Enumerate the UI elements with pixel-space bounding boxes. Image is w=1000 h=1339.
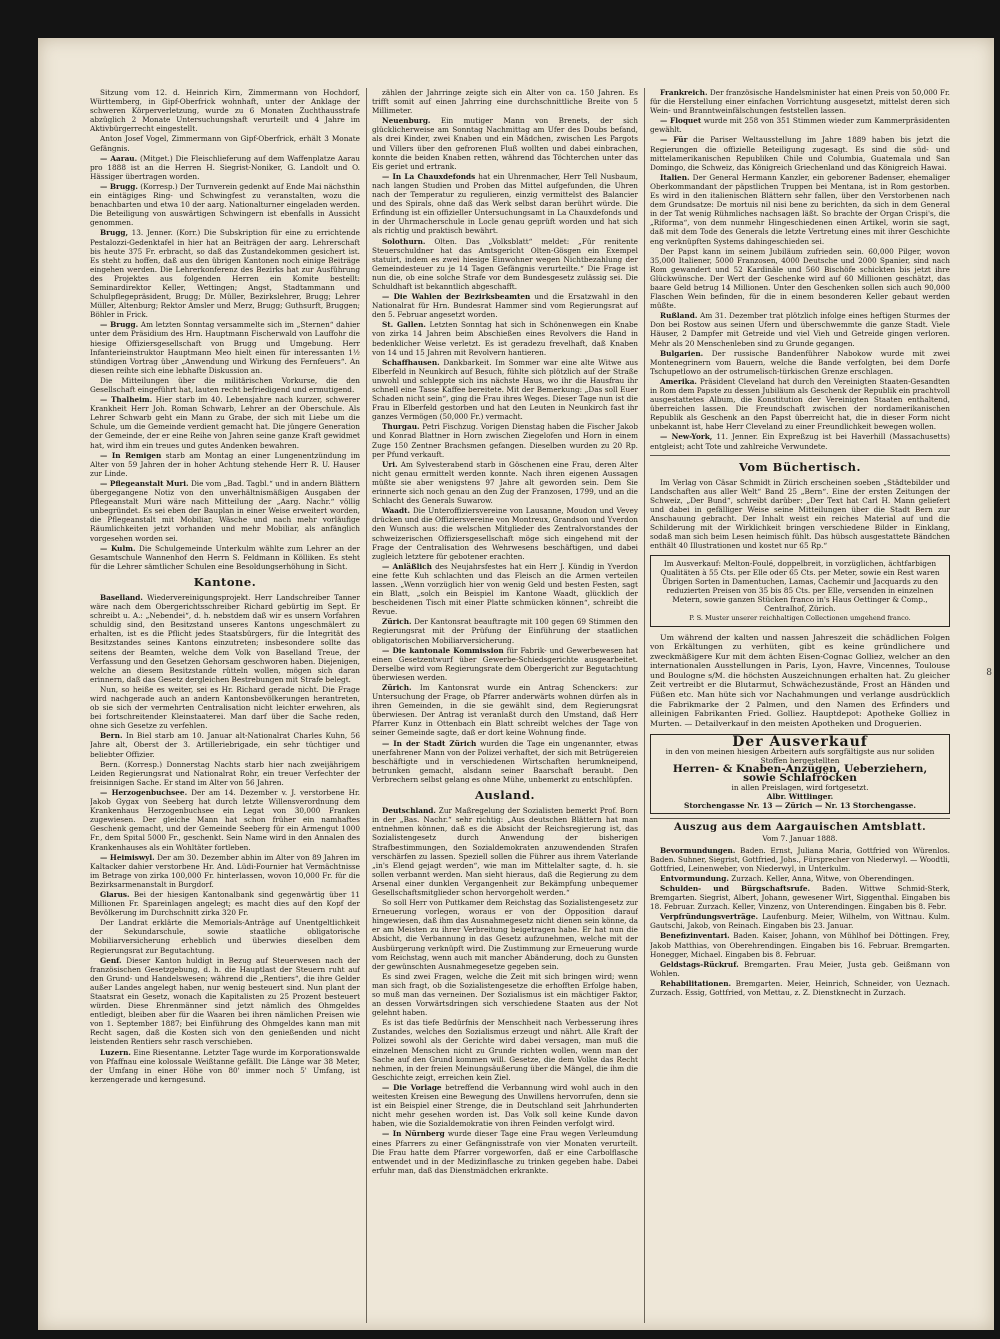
article-text: Sitzung vom 12. d. Heinrich Kirn, Zimmermann von Hochdorf, Württemberg, in Gipf-Oberfrick wohnhaft, unter der Anklage der schweren Körperverletzung, wurde zu 6 Monaten Zuchthausstrafe abzüglich 2 Monate Untersuchungshaft verurteilt und 4 Jahre im Aktivbürgerrecht eingestellt.: [90, 88, 360, 134]
article-keyword: Glarus.: [100, 889, 130, 899]
article-keyword: Luzern.: [100, 1047, 131, 1057]
article-paragraph: [650, 874, 950, 883]
article-paragraph: [372, 506, 638, 561]
ad-melton-text: Im Ausverkauf: Melton-Foulé, doppelbreit, in vorzüglichen, ächtfarbigen Qualitäten à 55 Cts. per Elle oder 65 Cts. per Meter, sowie ein Rest waren Übrigen Sorten in Damentuchen, Lamas, Cachemir und Jacquards zu den reduzierten Preisen von 35 bis 85 Cts. per Elle, versenden in einzelnen Metern, sowie ganzen Stücken franco in's Haus Oettinger & Comp., Centralhof, Zürich.: [660, 558, 940, 613]
ad-melton-footer: P. S. Muster unserer reichhaltigen Collectionen umgehend franco.: [689, 613, 911, 622]
article-text: Zurzach. Keller, Anna, Witwe, von Oberendingen.: [731, 873, 915, 883]
article-text: Die vom „Bad. Tagbl.“ und in andern Blättern übergegangene Notiz von den unverhältnismäßigen Ausgaben der Pflegeanstalt Muri wäre nach Mitteilung der „Aarg. Nachr.“ völlig unbegründet. Es sei eben der Bauplan in einer Weise erweitert worden, die Pflegeanstalt mit Mobiliar, Wäsche und nach mehr vorläufige Räumlichkeiten jetzt vorhanden und mehr Mobiliar, als anfänglich vorgesehen worden sei.: [90, 478, 360, 543]
article-text: Wiedervereinigungsprojekt. Herr Landschreiber Tanner wäre nach dem Obergerichtsschreiber Richard gebürtig im Sept. Er schreibt u. A.: „Nebendei“, d. h. nebstdem daß wir es unsern Vorfahren schuldig sind, den Besitzstand unseres Kantons ungeschmälert zu erhalten, ist es die Pflicht jedes Staatsbürgers, für die Integrität des Besitzstandes seines Kantons einzutreten; insbesondere sollte das seitens der Beamten, welche dem Volk von Baselland Treue, der Verfassung und den Gesetzen Gehorsam geschworen haben. Diejenigen, welche an diesem Besitzstande rütteln wollen, mögen sich daran erinnern, daß das Gesetz dergleichen Bestrebungen mit Strafe belegt.: [90, 592, 360, 684]
article-paragraph: [650, 116, 950, 134]
article-text: Bremgarten. Frau Meier, Justa geb. Geißmann von Wohlen.: [650, 959, 950, 978]
article-paragraph: [650, 846, 950, 873]
article-text: Dieser Kanton huldigt in Bezug auf Steuerwesen nach der französischen Gesetzgebung, d. h. die Hauptlast der Steuern ruht auf den Grund- und Handelswesen; während die „Rentiers“, die ihre Gelder außer Landes angelegt haben, nur wenig besteuert sind. Nun plant der Staatsrat ein Gesetz, wonach die Kapitalisten zu 25 Prozent besteuert würden. Diese Ehrenmänner sind jetzt nämlich des Ohmgeldes entledigt, bleiben aber für die Waaren bei ihren nämlichen Preisen wie von 1. September 1887; bei Einführung des Ohmgeldes kann man mit Recht sagen, daß die Kosten sich von den genießenden und nicht leistenden Rentiers sehr rasch verschieben.: [90, 955, 360, 1047]
article-text: wurde dieser Tage eine Frau wegen Verleumdung eines Pfarrers zu einer Gefängnisstrafe von vier Monaten verurteilt. Die Frau hatte dem Pfarrer vorgeworfen, daß er eine Carbolflasche entwendet und in der Medizinflasche zu trinken gegeben habe. Dabei erfuhr man, daß das Dienstmädchen erkrankte.: [372, 1129, 638, 1175]
article-text: Am 31. Dezember trat plötzlich infolge eines heftigen Sturmes der Don bei Rostow aus seinen Ufern und überschwemmte die ganze Stadt. Viele Häuser, 2 Dampfer mit Getreide und viel Vieh und Getreide gingen verloren. Mehr als 20 Menschenleben sind zu Grunde gegangen.: [650, 311, 950, 348]
ad-ausverkauf-prices: in allen Preislagen, wird fortgesetzt.: [731, 783, 869, 793]
article-paragraph: [372, 1018, 638, 1082]
article-keyword: — Die Vorlage: [382, 1082, 442, 1092]
ad-ausverkauf-line: in den von meinen hiesigen Arbeitern aufs sorgfältigste aus nur soliden Stoffen hergestellten: [665, 747, 935, 766]
article-text: Der Papst kann im seinem Jubiläum zufrieden sein. 60,000 Pilger, wovon 35,000 Italiener, 5000 Franzosen, 4000 Deutsche und 2000 Spanier, sind nach Rom gewandert und 52 Kardinäle und 560 Bischöfe schickten bis jetzt ihre Glückwünsche. Der Wert der Geschenke wird auf 60 Millionen geschätzt, das baare Geld betrug 14 Millionen. Unter den Geschenken sollen sich auch 90,000 Flaschen Wein befinden, für die in einem besonderen Keller gebaut werden müßte.: [650, 246, 950, 311]
article-text: betreffend die Verbannung wird wohl auch in den weitesten Kreisen eine Bewegung des Unwillens hervorrufen, denn sie ist ein Beispiel einer Strenge, die in Deutschland seit Jahrhunderten nicht mehr gesehen worden ist. Das Volk soll keine Kunde davon haben, wie die Sozialdemokratie von ihren Feinden verfolgt wird.: [372, 1082, 638, 1129]
article-keyword: Entvormundung.: [660, 873, 729, 883]
article-text: Petri Fischzug. Vorigen Dienstag haben die Fischer Jakob und Konrad Blattner in Horn zwischen Ziegelofen und Horn in einem Zuge 150 Zentner Brachsmen gefangen. Dieselben wurden zu 20 Rp. per Pfund verkauft.: [372, 422, 638, 459]
article-keyword: Neuenburg.: [382, 116, 431, 126]
article-paragraph: [650, 88, 950, 115]
article-paragraph: [90, 228, 360, 319]
article-paragraph: [90, 320, 360, 375]
column-2: [372, 88, 638, 1328]
article-text: 13. Jenner. (Korr.) Die Subskription für eine zu errichtende Pestalozzi-Gedenktafel in hier hat an Beiträgen der aarg. Lehrerschaft bis heute 375 Fr. erbracht, so daß das Zustandekommen gesichert ist. Es steht zu hoffen, daß aus den übrigen Kantonen noch einige Beiträge eingehen werden. Die Lehrerkonferenz des Bezirks hat zur Ausführung des Projektes aus folgenden Herren ein Komite bestellt: Seminardirektor Keller, Wettingen; Angst, Stadtammann und Schulpflegepräsident, Brugg; Dr. Müller, Bezirkslehrer, Brugg; Lehrer Müller, Altenburg; Rektor Amsler und Merz, Brugg; Guthsurft, Bruggen; Böhler in Frick.: [90, 228, 360, 320]
article-keyword: Bevormundungen.: [660, 845, 736, 855]
column-3-items: [650, 88, 950, 451]
article-paragraph: [650, 135, 950, 171]
article-text: Der französische Handelsminister hat einen Preis von 50,000 Fr. für die Herstellung einer einfachen Vorrichtung ausgesetzt, mittelst deren sich Wein- und Branntweinfälschungen feststellen lassen.: [650, 88, 950, 116]
divider: [650, 455, 950, 456]
section-heading-amtsblatt: Auszug aus dem Aargauischen Amtsblatt.: [673, 822, 927, 834]
article-paragraph: [90, 593, 360, 684]
article-text: für Fabrik- und Gewerbewesen hat einen Gesetzentwurf über Gewerbe-Schiedsgerichte ausgearbeitet. Derselbe wird vom Regierungsrate dem Obergericht zur Begutachtung überwiesen werden.: [372, 645, 638, 682]
article-text: Zur Maßregelung der Sozialisten bemerkt Prof. Born in der „Bas. Nachr.“ sehr richtig: „Aus deutschen Blättern hat man entnehmen können, daß es die Absicht der Reichsregierung ist, das Sozialistengesetz durch Anwendung der bisherigen Strafbestimmungen, den Sozialdemokraten anzuwendenden Strafen verschärfen zu lassen. Speziell sollen die Führer aus ihrem Vaterlande „in's Elend gejagt werden“, wie man im Mittelalter sagte, d. h. sie sollen verbannt werden. Man sieht hieraus, daß die Regierung zu dem Arsenal einer dunklen Vergangenheit zur Bekämpfung unbequemer Gesellschaftsmitglieder schon hervorgeholt werden.“: [372, 806, 638, 897]
article-paragraph: [90, 853, 360, 889]
column-2-ausland-items: [372, 806, 638, 1175]
article-text: Die Unteroffiziersvereine von Lausanne, Moudon und Vevey drücken und die Offiziersvereine von Montreux, Grandson und Yverdon den Wunsch aus: die welschen Mitglieder des Zentralvorstandes der schweizerischen Offiziersgesellschaft möge sich eingehend mit der Frage der Centralisation des Wehrwesens beschäftigen, und dabei zugleich letztere für gebotener erachten.: [372, 506, 638, 561]
article-keyword: — Brugg.: [100, 320, 139, 330]
article-paragraph: [372, 358, 638, 422]
article-paragraph: [90, 788, 360, 852]
article-text: Ein mutiger Mann von Brenets, der sich glücklicherweise am Sonntag Nachmittag am Ufer des Doubs befand, als drei Kinder, zwei Knaben und ein Mädchen, zwischen Les Pargots und Villers über den gefrorenen Fluß wollten und dabei einbrachen, konnte die beiden Knaben retten, während das Töchterchen unter das Eis geriet und ertrank.: [372, 116, 638, 171]
article-text: Anton Josef Vogel, Zimmermann von Gipf-Oberfrick, erhält 3 Monate Gefängnis.: [90, 134, 360, 153]
article-keyword: — Herzogenbuchsee.: [100, 787, 188, 797]
article-paragraph: [372, 320, 638, 356]
article-keyword: — Pflegeanstalt Muri.: [100, 478, 189, 488]
article-keyword: Italien.: [660, 172, 690, 182]
article-keyword: — Die Wahlen der Bezirksbeamten: [382, 292, 531, 302]
ad-ausverkauf-products: Herren- & Knaben-Anzügen, Ueberziehern, sowie Schlafröcken: [672, 763, 928, 785]
article-paragraph: [650, 432, 950, 450]
article-keyword: — New-York,: [660, 432, 713, 442]
article-keyword: Schulden- und Bürgschaftsrufe.: [660, 884, 811, 893]
article-keyword: — In Nürnberg: [382, 1129, 445, 1139]
article-paragraph: [372, 617, 638, 644]
article-text: Hier starb im 40. Lebensjahre nach kurzer, schwerer Krankheit Herr Joh. Roman Schwarb, Lehrer an der Oberschule. Als Lehrer Schwarb geht ein Mann zu Grabe, der sich mit Liebe um die Schule, um die Gemeinde verdient gemacht hat. Die jüngere Generation der Gemeinde, der er eine Reihe von Jahren seine ganze Kraft gewidmet hat, wird ihm ein treues und gutes Andenken bewahren.: [90, 395, 360, 450]
article-text: Der russische Bandenführer Nabokow wurde mit zwei Montenegrinern vom Bauern, welche die Bande verfolgten, bei dem Dorfe Tschupetlowo an der ostrumelisch-türkischen Grenze erschlagen.: [650, 348, 950, 376]
article-paragraph: [650, 247, 950, 311]
article-text: Im Kantonsrat wurde ein Antrag Schenckers: zur Untersuchung der Frage, ob Pfarrer anderwärts wohnen dürfen als in ihren Gemeinden, in die sie gewählt sind, dem Regierungsrat überwiesen. Der Antrag ist veranlaßt durch den Umstand, daß Herr Pfarrer Kunz in Ottenbach ein Blatt schreibt welches der Tage von seiner Gemeinde sagte, daß er dort keine Wohnung finde.: [372, 683, 638, 738]
article-paragraph: [90, 956, 360, 1047]
article-paragraph: [372, 116, 638, 171]
article-paragraph: [372, 562, 638, 617]
article-keyword: Thurgau.: [382, 422, 420, 432]
article-text: Der am 14. Dezember v. J. verstorbene Hr. Jakob Gygax von Seeberg hat durch letzte Willensverordnung dem Krankenhaus Herzogenbuchsee ein Legat von 30,000 Franken zugewiesen. Der gleiche Mann hat schon früher ein namhaftes Geschenk gemacht, und der Gemeinde Seeberg für ein Armengut 1000 Fr., dem Spital 5000 Fr., geschenkt. Sein Name wird in den Annalen des Krankenhauses als ein Wohltäter fortleben.: [90, 787, 360, 852]
article-paragraph: [372, 806, 638, 897]
article-keyword: — Floquet: [660, 116, 702, 126]
article-paragraph: [650, 173, 950, 246]
article-text: Der am 30. Dezember abhin im Alter von 89 Jahren im Kaltacker dahier verstorbene Hr. And. Lüdi-Fournier hat Vermächtnisse im Betrage von zirka 100,000 Fr. hinterlassen, wovon 10,000 Fr. für die Bezirksarmenanstalt in Burgdorf.: [90, 852, 360, 889]
article-paragraph: [650, 931, 950, 958]
article-keyword: — Heimiswyl.: [100, 852, 155, 862]
article-paragraph: [650, 912, 950, 930]
article-text: Nun, so heiße es weiter, sei es Hr. Richard gerade nicht. Die Frage wird nachgerade auch an andern Kantonsbevölkerungen herantreten, ob sie sich der vermehrten Centralisation nicht leichter erwehren, als bei fortschreitender Kleinstaaterei. Man darf über die Sache reden, ohne sich Gesetze zu verfehlen.: [90, 684, 360, 731]
article-text: Der Landrat erklärte die Memorials-Anträge auf Unentgeltlichkeit der Sekundarschule, sowie staatliche obligatorische Mobiliarversicherung erheblich und überwies dieselben dem Regierungsrat zur Begutachtung.: [90, 918, 360, 955]
article-keyword: Frankreich.: [660, 88, 708, 97]
column-2-items: [372, 88, 638, 784]
article-paragraph: [372, 1129, 638, 1174]
section-heading-ausland: Ausland.: [475, 788, 535, 803]
article-paragraph: [90, 731, 360, 758]
article-paragraph: [372, 683, 638, 738]
article-text: Bern. (Korresp.) Donnerstag Nachts starb hier nach zweijährigem Leiden Regierungsrat und Nationalrat Rohr, ein treuer Verfechter der freisinnigen Sache. Er stand im Alter von 56 Jahren.: [90, 759, 360, 787]
article-text: Eine Riesentanne. Letzter Tage wurde im Korporationswalde von Pfaffnau eine kolossale Weißtanne gefällt. Die Länge war 38 Meter, der Umfang in einer Höhe von 80' immer noch 5' Umfang, ist kerzengerade und kerngesund.: [90, 1047, 360, 1084]
article-text: Baden. Kaiser, Johann, von Mühlhof bei Döttingen. Frey, Jakob Matthias, von Oberehrendingen. Eingaben bis 16. Februar. Bremgarten. Honegger, Michael. Eingaben bis 8. Februar.: [650, 931, 950, 959]
article-text: Baden. Wittwe Schmid-Sterk, Bremgarten. Siegrist, Albert, Johann, gewesener Wirt, Siggenthal. Eingaben bis 18. Februar. Zurzach. Keller, Vinzenz, von Unterendingen. Eingaben bis 8. Febr.: [650, 884, 950, 912]
article-text: des Neujahrsfestes hat ein Herr J. Kündig in Yverdon eine fette Kuh schlachten und das Fleisch an die Armen verteilen lassen. „Wenn vorzüglich hier von wenig Geld und besten Festen, sagt ein Blatt, „solch ein Beispiel im Kantone Waadt, glücklich der bescheidenen Tisch mit einer Platte schmücken können“, schreibt die Revue.: [372, 561, 638, 617]
column-divider-2: [644, 88, 645, 1323]
article-paragraph: [650, 349, 950, 376]
edge-page-number: 8: [986, 668, 992, 678]
article-paragraph: [650, 979, 950, 997]
article-paragraph: [372, 739, 638, 784]
column-divider-1: [366, 88, 367, 1323]
article-keyword: Deutschland.: [382, 806, 436, 816]
article-keyword: — Kulm.: [100, 543, 136, 553]
article-paragraph: [90, 685, 360, 730]
article-keyword: Schaffhausen.: [382, 357, 440, 367]
article-keyword: — In La Chauxdefonds: [382, 171, 476, 181]
article-keyword: Bulgarien.: [660, 348, 704, 358]
article-paragraph: [650, 960, 950, 978]
article-keyword: Rehabilitationen.: [660, 978, 732, 988]
article-paragraph: [372, 237, 638, 292]
article-keyword: — Anläßlich: [382, 561, 432, 571]
article-text: zählen der Jahrringe zeigte sich ein Alter von ca. 150 Jahren. Es trifft somit auf einen Jahrring eine durchschnittliche Breite von 5 Millimeter.: [372, 88, 638, 116]
article-paragraph: [90, 544, 360, 571]
article-paragraph: [650, 311, 950, 347]
article-keyword: Bern.: [100, 731, 123, 741]
newspaper-page: [38, 38, 994, 1330]
article-text: starb am Montag an einer Lungenentzündung im Alter von 59 Jahren der in hoher Achtung stehende Herr R. U. Hauser zur Linde.: [90, 450, 360, 478]
article-keyword: Uri.: [382, 459, 398, 469]
article-keyword: — Für: [660, 135, 688, 145]
article-keyword: — Aarau.: [100, 153, 138, 163]
article-keyword: — In Remigen: [100, 450, 162, 460]
article-text: Am Sylvesterabend starb in Göschenen eine Frau, deren Alter nicht genau ermittelt werden konnte. Nach ihren eigenen Aussagen müßte sie aber wenigstens 97 Jahre alt geworden sein. Dem Sie erinnerte sich noch genau an den Zug der Franzosen, 1799, und an die Schlacht des Generals Suwarow.: [372, 459, 638, 506]
article-keyword: — Brugg.: [100, 181, 138, 191]
ad-ausverkauf-firm: Albr. Wittlinger.: [766, 792, 834, 802]
article-paragraph: [90, 154, 360, 181]
article-text: wurden die Tage ein ungenannter, etwas unerfahrener Mann von der Polizei verhaftet, der sich mit Betrügereien beschäftigte und in verschiedenen Wirtschaften herumkneipend, betrunken gemacht, alsdann seiner Baarschaft beraubt. Den Verbrechern selbst gelang es ohne Mühe, unbemerkt zu entschlüpfen.: [372, 738, 638, 784]
article-text: Bremgarten. Meier, Heinrich, Schneider, von Ueznach. Zurzach. Essig, Gottfried, von Mettau, z. Z. Dienstknecht in Zurzach.: [650, 978, 950, 998]
article-keyword: — Die kantonale Kommission: [382, 645, 504, 655]
book-notice: Im Verlag von Cäsar Schmidt in Zürich erscheinen soeben „Städtebilder und Landschaften aus aller Welt“ Band 25 „Bern“. Eine der ersten Zeitungen der Schweiz, „Der Bund“, schreibt darüber: „Der Text hat Carl H. Mann geliefert und dabei in gefälliger Weise seine Mitteilungen über die Stadt Bern zur Anschauung gebracht. Der Inhalt weist ein reiches Material auf und die Schilderung mit der Wirklichkeit bringen verschiedene Bilder in Einklang, sodaß man sich beim Lesen heimisch fühlt. Das hübsch ausgestattete Bändchen enthält 40 Illustrationen und kostet nur 65 Rp.“: [650, 477, 950, 551]
column-1-items: [90, 88, 360, 571]
article-keyword: Geldstags-Rückruf.: [660, 959, 739, 969]
article-text: hat ein Uhrenmacher, Herr Tell Nusbaum, nach langen Studien und Proben das Mittel aufgefunden, die Uhren nach der Temperatur zu regulieren, einzig vermittelst des Balancier und des Spirals, ohne daß das Werk selbst daran berührt würde. Die Erfindung ist ein offizieller Untersuchungsamt in La Chauxdefonds und in der Uhrmacherschule in Locle genau geprüft worden und hat sich als richtig und praktisch bewährt.: [372, 171, 638, 236]
article-paragraph: [372, 292, 638, 319]
article-paragraph: [90, 890, 360, 917]
article-paragraph: [90, 182, 360, 227]
article-text: Es ist das tiefe Bedürfnis der Menschheit nach Verbesserung ihres Zustandes, welches den Sozialismus erzeugt und nährt. Alle Kraft der Polizei sowohl als der Gerichte wird dabei versagen, man muß die einzelnen Menschen nicht zu Grunde richten wollen, wenn man der Sache auf den Grund kommen will. Gesetze, die dem Volke das Recht nehmen, in der freien Meinungsäußerung über die Mängel, die ihm die Geschichte zeigt, erreichen kein Ziel.: [372, 1018, 638, 1082]
article-text: Am letzten Sonntag versammelte sich im „Sternen“ dahier unter dem Präsidium des Hrn. Hauptmann Fischerwald von Lauffohr die hiesige Offiziersgesellschaft von Brugg und Umgebung. Herr Infanterieinstruktor Hauptmann Meo hielt einen für interessanten 1½ stündigen Vortrag über „Anwendung und Wirkung des Fernfeuers“. An diesen reihte sich eine lebhafte Diskussion an.: [90, 320, 360, 375]
article-keyword: Brugg,: [100, 228, 129, 238]
divider: [650, 818, 950, 819]
article-paragraph: [90, 134, 360, 152]
article-keyword: Rußland.: [660, 311, 698, 321]
article-keyword: Amerika.: [660, 376, 697, 386]
ad-ausverkauf: [650, 734, 950, 814]
article-paragraph: [90, 760, 360, 787]
article-text: Die Schulgemeinde Unterkulm wählte zum Lehrer an der Gesamtschule Wannenhof den Herrn S. Feldmann in Kölliken. Es steht für die Lehrer sämtlicher Schulen eine Besoldungserhöhung in Sicht.: [90, 543, 360, 571]
article-paragraph: [372, 972, 638, 1017]
article-text: Letzten Sonntag hat sich in Schönenwegen ein Knabe von zirka 14 Jahren beim Abschießen eines Revolvers die Hand in bedenklicher Weise verletzt. Es ist geradezu frevelhaft, daß Knaben von 14 und 15 Jahren mit Revolvern hantieren.: [372, 320, 638, 357]
ad-ausverkauf-address: Storchengasse Nr. 13 — Zürich — Nr. 13 Storchengasse.: [684, 801, 916, 811]
ad-golliez: Um während der kalten und nassen Jahreszeit die schädlichen Folgen von Erkältungen zu verhüten, gibt es keine gründlichere und zweckmäßigere Kur mit dem ächten Eisen-Cognac Golliez, welcher an den internationalen Ausstellungen in Paris, Lyon, Havre, Vincennes, Toulouse und Boulogne s/M. die höchsten Auszeichnungen erhalten hat. Zu gleicher Zeit vertreibt er die Blutarmut, Schwächezustände, Frost an Händen und Füßen etc. Man hüte sich vor Nachahmungen und verlange ausdrücklich die Fabrikmarke der 2 Palmen, und den Namen des Erfinders und alleinigen Fabrikanten Fried. Golliez. Hauptdepot: Apotheke Golliez in Murten. — Detailverkauf in den meisten Apotheken und Droguerien.: [650, 632, 950, 728]
article-text: Baden. Ernst, Juliana Maria, Gottfried von Würenlos. Baden. Suhner, Siegrist, Gottfried, Johs., Fürsprecher von Niederwyl. — Woodtli, Gottfried, Leinenweber, von Niederwyl, in Unterkulm.: [650, 845, 950, 873]
article-text: Laufenburg. Meier, Wilhelm, von Wittnau. Kulm. Gautschi, Jakob, von Reinach. Eingaben bis 23. Januar.: [650, 912, 950, 931]
article-keyword: Baselland.: [100, 592, 143, 602]
article-keyword: Solothurn.: [382, 236, 426, 246]
ad-ausverkauf-title: Der Ausverkauf: [732, 734, 868, 751]
article-text: Olten. Das „Volksblatt“ meldet: „Für renitente Steuerschuldner hat das Amtsgericht Olten-Gösgen ein Exempel statuirt, indem es zwei hiesige Einwohner wegen Nichtbezahlung der Gemeindesteuer zu je 14 Tagen Gefängnis verurteilte.“ Die Frage ist nun die, ob eine solche Strafe vor dem Bundesgesetz zulässig sei. Die Schuldhaft ist bekanntlich abgeschafft.: [372, 236, 638, 291]
amtsblatt-items: [650, 846, 950, 998]
article-keyword: — Thalheim.: [100, 395, 153, 405]
article-keyword: Genf.: [100, 955, 122, 965]
article-keyword: St. Gallen.: [382, 320, 426, 330]
article-keyword: — In der Stadt Zürich: [382, 738, 477, 748]
article-paragraph: [90, 1048, 360, 1084]
article-text: die Pariser Weltausstellung im Jahre 1889 haben bis jetzt die Regierungen die offizielle Beteiligung zugesagt. Es sind die süd- und mittelamerikanischen Republiken Chile und Columbia, Guatemala und San Domingo, die Schweiz, das Königreich Griechenland und das Königreich Hawai.: [650, 135, 950, 172]
article-keyword: Verpfründungsverträge.: [660, 912, 759, 922]
article-keyword: Zürich.: [382, 617, 412, 627]
article-paragraph: [372, 422, 638, 458]
article-text: In Biel starb am 10. Januar alt-Nationalrat Charles Kuhn, 56 Jahre alt, Oberst der 3. Artilleriebrigade, ein sehr tüchtiger und beliebter Offizier.: [90, 731, 360, 759]
article-text: Bei der hiesigen Kantonalbank sind gegenwärtig über 11 Millionen Fr. Spareinlagen angelegt; es macht dies auf den Kopf der Bevölkerung im Durchschnitt zirka 320 Fr.: [90, 889, 360, 918]
article-text: So soll Herr von Puttkamer dem Reichstag das Sozialistengesetz zur Erneuerung vorlegen, woraus er von der Opposition darauf hingewiesen, daß ihm das Ausnahmegesetz nicht dienen sein könne, da er am Meisten zu ihrer Verbreitung beigetragen habe. Er hat nun die Absicht, die Verbannung in das Gesetz aufzunehmen, welche mit der Ausbürgerung verknüpft wird. Die Zustimmung zur Erneuerung wurde vom Reichstag, wenn auch mit mancher Abänderung, doch zu Gunsten der gewünschten Ausnahmegesetze gegeben sein.: [372, 898, 638, 971]
article-paragraph: [90, 451, 360, 478]
article-paragraph: [90, 395, 360, 450]
article-keyword: Zürich.: [382, 683, 412, 692]
article-paragraph: [372, 646, 638, 682]
article-keyword: Waadt.: [382, 506, 411, 516]
article-text: Die Mitteilungen über die militärischen Vorkurse, die den Gesellschaft eingeführt hat, lauten recht befriedigend und ermutigend.: [90, 375, 360, 394]
ad-melton-foule: [650, 555, 950, 627]
article-text: wurde mit 258 von 351 Stimmen wieder zum Kammerpräsidenten gewählt.: [650, 116, 950, 135]
article-text: (Korresp.) Der Turnverein gedenkt auf Ende Mai nächsthin ein eintägiges Ring- und Schwingfest zu veranstalten, wozu die benachbarten und etwa 10 der aarg. Nationalturner eingeladen werden. Die Beteiligung von auswärtigen Schwingern ist ebenfalls in Aussicht genommen.: [90, 181, 360, 228]
article-paragraph: [90, 88, 360, 133]
article-text: Es sind zwei Fragen, welche die Zeit mit sich bringen wird; wenn man sich fragt, ob die Sozialistengesetze die erhofften Erfolge haben, so muß man das verneinen. Der Sozialismus ist ein mächtiger Faktor, an dessen Vorwärtsdringen sich verschiedene Staaten aus der Not gelehnt haben.: [372, 971, 638, 1018]
article-paragraph: [372, 898, 638, 971]
article-text: Der General Hermann Kanzler, ein geborener Badenser, ehemaliger Oberkommandant der päpstlichen Truppen bei Mentana, ist in Rom gestorben. Es wird in den italienischen Blättern sehr fallen, über den Verstorbenen nach dem Grundsatze: De mortuis nil nisi bene zu berichten, da sich in dem General in der Tat wenig Rühmliches nachsagen läßt. So brachte der Organ Crispi's, die „Riforma“, von dem nunmehr Hingeschiedenen einen Artikel, worin sie sagt, daß mit dem Tode des Generals die letzte Vertretung eines mit ihrer Geschichte eng verknüpften Systems dahingeschieden sei.: [650, 172, 950, 246]
article-paragraph: [372, 172, 638, 236]
article-text: Dankbarkeit. Im Sommer war eine alte Witwe aus Elberfeld in Neunkirch auf Besuch, fühlte sich plötzlich auf der Straße unwohl und schleppte sich ins nächste Haus, wo ihr die Hausfrau ihr schnell eine Tasse Kaffee bereitete. Mit der Bemerkung: „Das soll Euer Schaden nicht sein“, ging die Frau ihres Weges. Dieser Tage nun ist die Frau in Elberfeld gestorben und hat den Leuten in Neunkirch fast ihr ganzes Vermögen (50,000 Fr.) vermacht.: [372, 357, 638, 422]
article-text: Präsident Cleveland hat durch den Vereinigten Staaten-Gesandten in Rom dem Papste zu dessen Jubiläum als Geschenk der Republik ein prachtvoll ausgestattetes Album, die Konstitution der Vereinigten Staaten enthaltend, überreichen lassen. Die Freundschaft zwischen der nordamerikanischen Republik als Geschenk an den Papst überreicht hat, die in dieser Form nicht unbekannt ist, habe Herr Cleveland zu einer Freundlichkeit bewegen wollen.: [650, 376, 950, 432]
article-text: Der Kantonsrat beauftragte mit 100 gegen 69 Stimmen den Regierungsrat mit der Prüfung der Einführung der staatlichen obligatorischen Mobiliarversicherung.: [372, 617, 638, 645]
amtsblatt-date: Vom 7. Januar 1888.: [762, 833, 838, 843]
column-1: [90, 88, 360, 1328]
article-paragraph: [650, 377, 950, 432]
article-paragraph: [90, 376, 360, 394]
column-1-kantone-items: [90, 593, 360, 1084]
article-paragraph: [90, 918, 360, 954]
article-text: und die Ersatzwahl in den Nationalrat für Hrn. Bundesrat Hammer sind vom Regierungsrat auf den 5. Februar angesetzt worden.: [372, 292, 638, 320]
article-paragraph: [372, 460, 638, 505]
article-paragraph: [372, 88, 638, 115]
column-3: [650, 88, 950, 1328]
section-heading-buechertisch: Vom Büchertisch.: [738, 459, 862, 474]
article-paragraph: [372, 1083, 638, 1128]
article-paragraph: [90, 479, 360, 543]
article-text: 11. Jenner. Ein Expreßzug ist bei Haverhill (Massachusetts) entgleist; acht Tote und zahlreiche Verwundete.: [650, 432, 950, 451]
article-keyword: Benefizinventari.: [660, 931, 730, 941]
article-text: (Mitget.) Die Fleischlieferung auf dem Waffenplatze Aarau pro 1888 ist an die Herren H. Siegrist-Noniker, G. Landolt und O. Hässiger übertragen worden.: [90, 153, 360, 181]
article-paragraph: [650, 884, 950, 911]
section-heading-kantone: Kantone.: [193, 574, 257, 589]
